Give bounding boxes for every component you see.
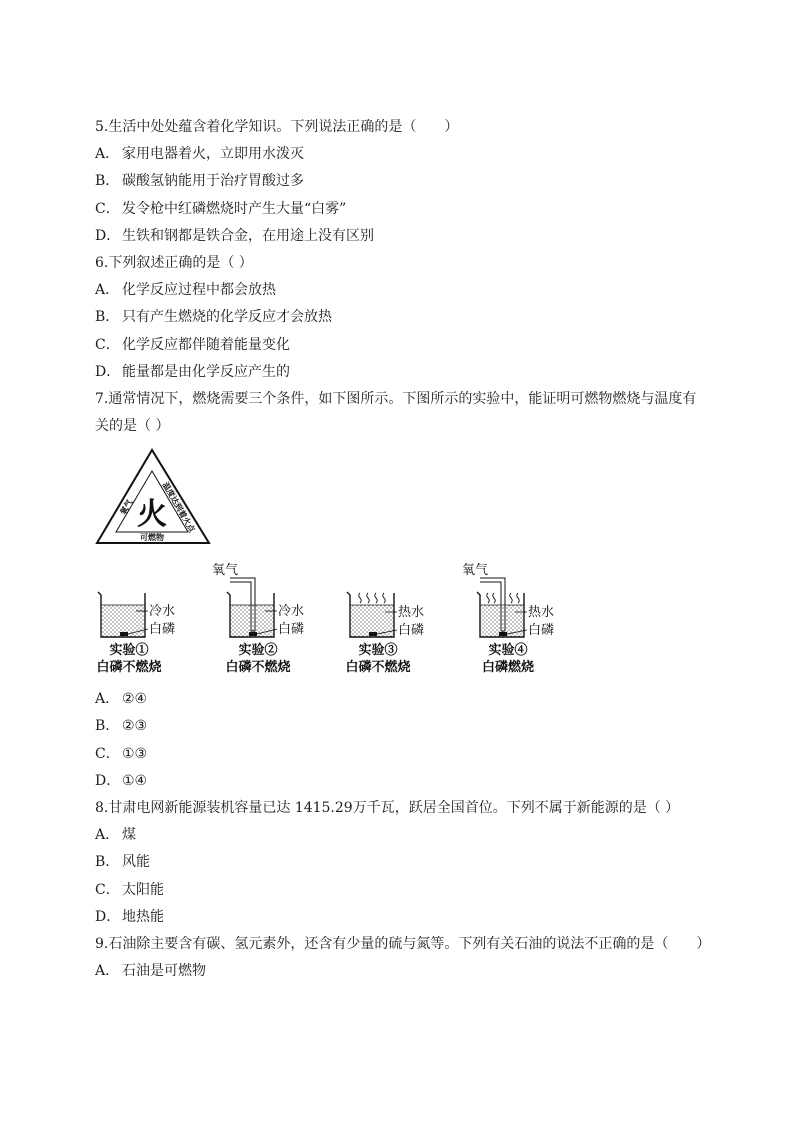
combustible-side-label: 可燃物 — [140, 532, 164, 543]
option-c — [95, 196, 735, 223]
option-label: A． — [95, 282, 120, 299]
question-8 — [95, 795, 735, 931]
option-a — [95, 958, 735, 985]
option-text: 碳酸氢钠能用于治疗胃酸过多 — [122, 173, 304, 190]
experiment-result: 白磷不燃烧 — [345, 660, 411, 676]
option-label: C． — [95, 336, 120, 353]
option-text: 能量都是由化学反应产生的 — [122, 363, 290, 380]
option-label: A． — [95, 146, 120, 163]
fire-triangle-diagram — [95, 447, 215, 547]
temperature-side-label: 温度达到着火点 — [160, 480, 198, 534]
option-label: C． — [95, 200, 120, 217]
option-text: 生铁和钢都是铁合金，在用途上没有区别 — [122, 227, 374, 244]
water-label: 热水 — [528, 605, 555, 621]
question-9 — [95, 931, 735, 985]
option-b — [95, 713, 735, 740]
experiment-result: 白磷不燃烧 — [96, 660, 162, 676]
option-text: ①③ — [122, 745, 148, 762]
phosphorus-label: 白磷 — [398, 623, 425, 639]
option-b — [95, 304, 735, 331]
option-c — [95, 741, 735, 768]
steam-icon — [359, 593, 386, 603]
question-7 — [95, 386, 735, 795]
option-label: A． — [95, 691, 120, 708]
option-text: 家用电器着火，立即用水泼灭 — [122, 146, 304, 163]
question-stem: 5.生活中处处蕴含着化学知识。下列说法正确的是（ ） — [95, 119, 459, 135]
option-label: B． — [95, 309, 120, 326]
experiment-diagram — [90, 555, 565, 677]
oxygen-label: 氧气 — [212, 563, 239, 579]
option-text: 煤 — [122, 827, 136, 844]
option-text: ①④ — [122, 772, 148, 789]
question-6 — [95, 250, 735, 386]
option-text: 石油是可燃物 — [122, 963, 206, 980]
experiment-result: 白磷燃烧 — [481, 660, 535, 676]
option-d — [95, 904, 735, 931]
option-a — [95, 141, 735, 168]
question-stem-continued: 关的是（ ） — [95, 418, 170, 435]
fire-triangle-figure — [95, 440, 735, 550]
option-label: A． — [95, 827, 120, 844]
option-text: ②④ — [122, 691, 148, 708]
water-label: 冷水 — [278, 604, 305, 620]
option-text: 风能 — [122, 854, 150, 871]
experiment-result: 白磷不燃烧 — [225, 660, 291, 676]
question-stem: 7.通常情况下，燃烧需要三个条件，如下图所示。下图所示的实验中，能证明可燃物燃烧与温度有 — [95, 390, 697, 407]
option-d — [95, 768, 735, 795]
option-label: B． — [95, 854, 120, 871]
experiment-caption: 实验② — [238, 643, 278, 659]
option-c — [95, 332, 735, 359]
option-c — [95, 877, 735, 904]
option-label: D． — [95, 908, 121, 925]
option-label: C． — [95, 745, 120, 762]
option-a — [95, 822, 735, 849]
experiment-caption: 实验③ — [358, 643, 398, 659]
question-stem: 9.石油除主要含有碳、氢元素外，还含有少量的硫与氮等。下列有关石油的说法不正确的是（ ） — [95, 935, 711, 952]
option-label: C． — [95, 881, 120, 898]
phosphorus-label: 白磷 — [528, 623, 555, 639]
experiment-figure — [95, 550, 735, 686]
question-stem: 8.甘肃电网新能源装机容量已达 1415.29万千瓦，跃居全国首位。下列不属于新能源的是（ ） — [95, 800, 680, 816]
option-label: B． — [95, 173, 120, 190]
white-phosphorus — [499, 632, 507, 636]
option-a — [95, 277, 735, 304]
option-d — [95, 359, 735, 386]
experiment-4 — [462, 563, 554, 675]
white-phosphorus — [369, 632, 377, 636]
option-label: D． — [95, 227, 121, 244]
fire-character: 火 — [137, 497, 167, 533]
option-a — [95, 686, 735, 713]
option-d — [95, 223, 735, 250]
question-stem: 6.下列叙述正确的是（ ） — [95, 254, 253, 271]
experiment-caption: 实验① — [109, 643, 149, 659]
experiment-2 — [212, 563, 304, 675]
water-label: 热水 — [398, 605, 425, 621]
oxygen-side-label: 氧气 — [117, 497, 135, 517]
page-content — [95, 114, 735, 985]
option-text: 发令枪中红磷燃烧时产生大量“白雾” — [122, 200, 347, 217]
experiment-caption: 实验④ — [488, 643, 528, 659]
option-label: A． — [95, 963, 120, 980]
option-text: 化学反应过程中都会放热 — [122, 282, 276, 299]
experiment-1 — [96, 592, 175, 675]
experiment-3 — [345, 592, 424, 675]
option-label: D． — [95, 772, 121, 789]
option-text: 化学反应都伴随着能量变化 — [122, 336, 290, 353]
white-phosphorus — [120, 632, 128, 636]
phosphorus-label: 白磷 — [149, 622, 176, 638]
water-label: 冷水 — [149, 604, 176, 620]
steam-icon — [487, 593, 520, 603]
option-text: ②③ — [122, 718, 148, 735]
white-phosphorus — [249, 632, 257, 636]
option-b — [95, 849, 735, 876]
option-label: D． — [95, 363, 121, 380]
oxygen-label: 氧气 — [462, 563, 489, 579]
option-label: B． — [95, 718, 120, 735]
option-b — [95, 168, 735, 195]
option-text: 地热能 — [122, 908, 164, 925]
question-5 — [95, 114, 735, 250]
option-text: 太阳能 — [122, 881, 164, 898]
phosphorus-label: 白磷 — [278, 622, 305, 638]
option-text: 只有产生燃烧的化学反应才会放热 — [122, 309, 332, 326]
